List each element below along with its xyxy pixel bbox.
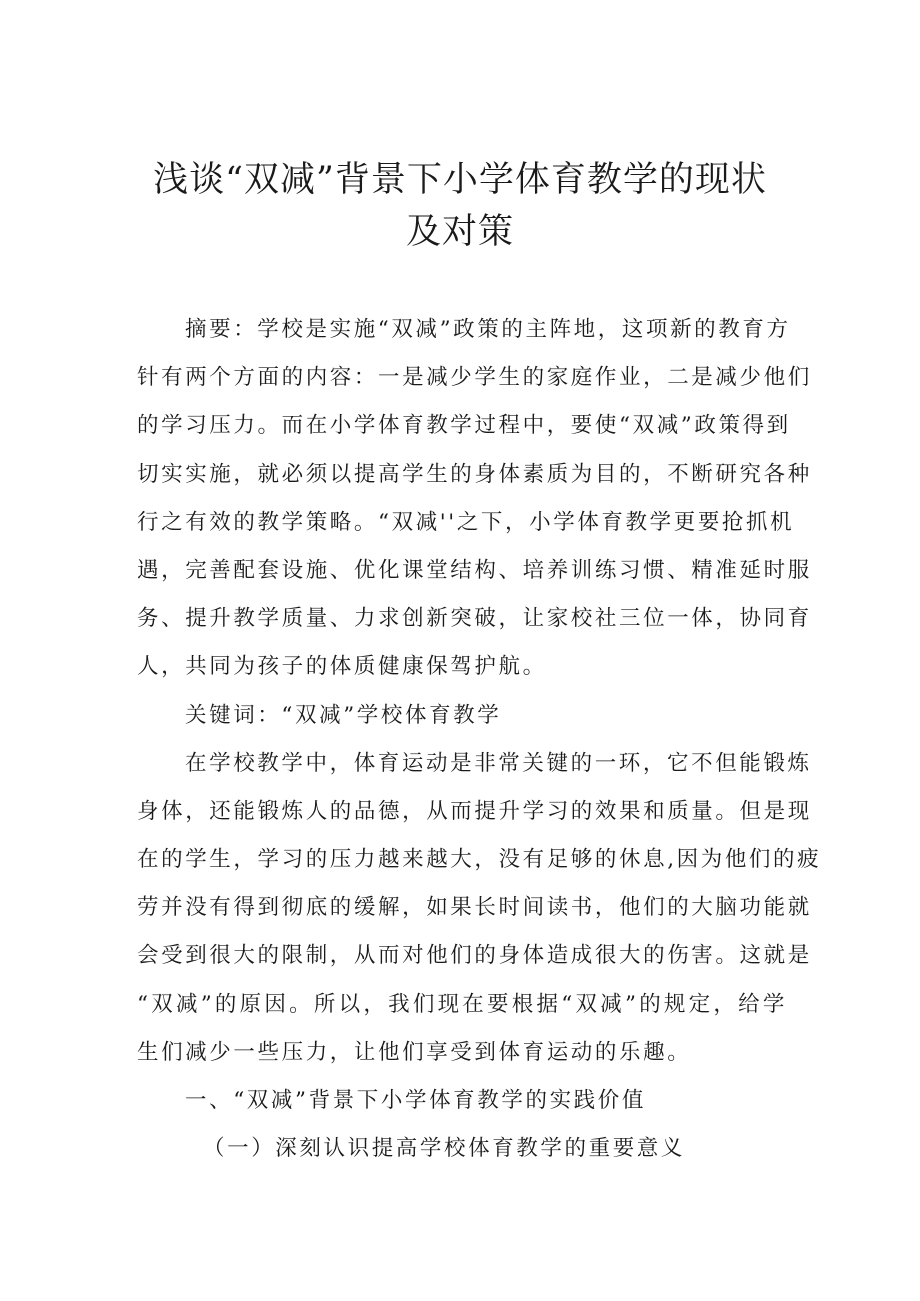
intro-line: 在学校教学中，体育运动是非常关键的一环，它不但能锻炼 bbox=[185, 750, 812, 776]
document-title-line-2: 及对策 bbox=[405, 212, 514, 252]
keywords-line: 关键词：“双减”学校体育教学 bbox=[185, 702, 502, 728]
section-heading: 一、“双减”背景下小学体育教学的实践价值 bbox=[185, 1088, 646, 1113]
document-body bbox=[137, 306, 822, 1173]
intro-line: 会受到很大的限制，从而对他们的身体造成很大的伤害。这就是 bbox=[137, 943, 812, 969]
subsection-heading: （一）深刻认识提高学校体育教学的重要意义 bbox=[203, 1136, 686, 1162]
abstract-line: 的学习压力。而在小学体育教学过程中，要使“双减”政策得到 bbox=[137, 413, 791, 439]
abstract-line: 针有两个方面的内容：一是减少学生的家庭作业，二是减少他们 bbox=[137, 365, 812, 391]
abstract-line: 行之有效的教学策略。“双减''之下，小学体育教学更要抢抓机 bbox=[137, 509, 795, 535]
abstract-line: 人，共同为孩子的体质健康保驾护航。 bbox=[137, 654, 547, 680]
abstract-line: 务、提升教学质量、力求创新突破，让家校社三位一体，协同育 bbox=[137, 606, 812, 632]
abstract-line: 摘要：学校是实施“双减”政策的主阵地，这项新的教育方 bbox=[185, 317, 791, 342]
intro-line: 生们减少一些压力，让他们享受到体育运动的乐趣。 bbox=[137, 1039, 692, 1065]
intro-line: 劳并没有得到彻底的缓解，如果长时间读书，他们的大脑功能就 bbox=[137, 895, 812, 921]
intro-line: “双减”的原因。所以，我们现在要根据“双减”的规定，给学 bbox=[137, 991, 787, 1017]
abstract-line: 切实实施，就必须以提高学生的身体素质为目的，不断研究各种 bbox=[137, 461, 812, 487]
abstract-line: 遇，完善配套设施、优化课堂结构、培养训练习惯、精准延时服 bbox=[137, 557, 812, 583]
document-title-line-1: 浅谈“双减”背景下小学体育教学的现状 bbox=[153, 160, 767, 200]
intro-line: 身体，还能锻炼人的品德，从而提升学习的效果和质量。但是现 bbox=[137, 798, 812, 824]
intro-line: 在的学生，学习的压力越来越大，没有足够的休息,因为他们的疲 bbox=[137, 847, 822, 873]
